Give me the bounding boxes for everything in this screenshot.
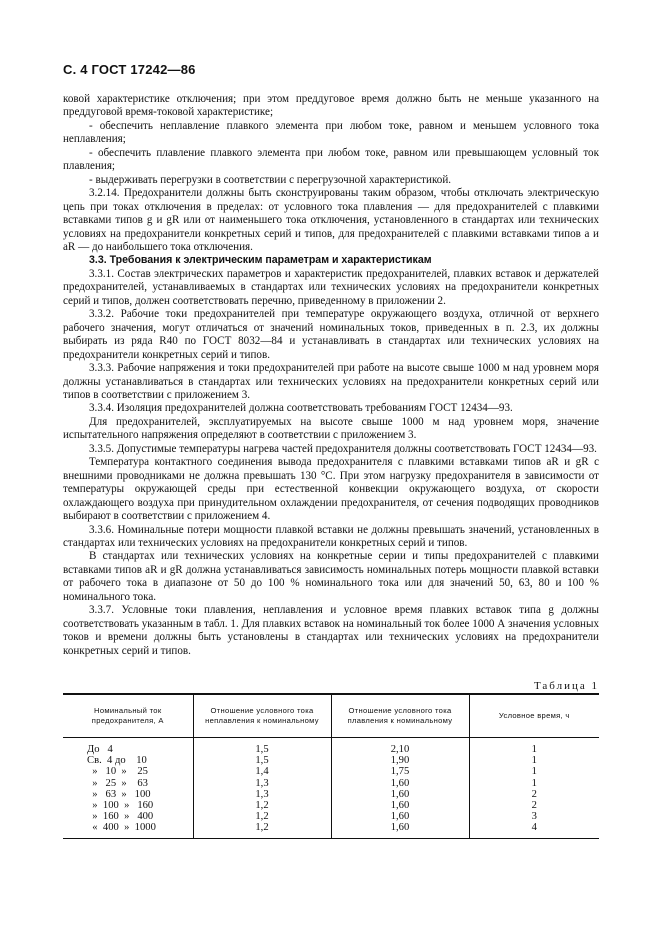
cell-time: 2 [469, 789, 599, 800]
paragraph: 3.2.14. Предохранители должны быть сконструированы таким образом, чтобы отключать электрическую цепь при токах отключения в пределах: от условного тока плавления — для предохранителей с плавкими вставками типов g и gR или от наименьшего тока отключения, установленного в стандартах или технических условиях на предохранители конкретных серий и типов, для предохранителей с плавкими вставками типов a и aR — до наибольшего тока отключения. [63, 187, 599, 253]
cell-time: 3 [469, 811, 599, 822]
cell-current-range: » 10 » 25 [87, 766, 148, 778]
table-row [63, 738, 599, 756]
cell-time: 2 [469, 800, 599, 811]
page-header: С. 4 ГОСТ 17242—86 [63, 62, 196, 77]
cell-non-fusing-ratio: 1,3 [193, 789, 331, 800]
table-caption: Таблица 1 [533, 680, 599, 692]
cell-fusing-ratio: 1,90 [331, 755, 469, 766]
cell-fusing-ratio: 1,60 [331, 789, 469, 800]
paragraph: - выдерживать перегрузки в соответствии с перегрузочной характеристикой. [89, 173, 452, 186]
cell-non-fusing-ratio: 1,2 [193, 811, 331, 822]
cell-non-fusing-ratio: 1,2 [193, 822, 331, 838]
cell-time: 4 [469, 822, 599, 838]
cell-current-range: » 63 » 100 [87, 788, 151, 800]
cell-current-range: » 100 » 160 [87, 800, 154, 812]
paragraph: 3.3.3. Рабочие напряжения и токи предохранителей при работе на высоте свыше 1000 м над уровнем моря должны устанавливаться в стандартах или технических условиях на предохранители конкретных серий или типов в соответствии с приложением 3. [63, 362, 599, 401]
paragraph: ковой характеристике отключения; при этом преддуговое время должно быть не меньше указанного на преддуговой время-токовой характеристике; [63, 93, 599, 119]
cell-time: 1 [469, 766, 599, 777]
cell-non-fusing-ratio: 1,4 [193, 766, 331, 777]
paragraph: - обеспечить неплавление плавкого элемента при любом токе, равном и меньшем условного тока неплавления; [63, 119, 599, 146]
cell-current-range: » 25 » 63 [87, 777, 148, 789]
table-row [63, 755, 599, 766]
cell-current-range: » 160 » 400 [87, 811, 154, 823]
column-header-rated-current: Номинальный ток предохранителя, А [63, 694, 193, 738]
cell-time: 1 [469, 778, 599, 789]
cell-non-fusing-ratio: 1,5 [193, 738, 331, 756]
cell-fusing-ratio: 1,60 [331, 800, 469, 811]
table-header-row [63, 694, 599, 738]
column-header-non-fusing-ratio: Отношение условного тока неплавления к номинальному [193, 694, 331, 738]
paragraph: Для предохранителей, эксплуатируемых на высоте свыше 1000 м над уровнем моря, значение испытательного напряжения определяют в соответствии с приложением 3. [63, 415, 599, 442]
column-header-fusing-ratio: Отношение условного тока плавления к номинальному [331, 694, 469, 738]
paragraph: 3.3.4. Изоляция предохранителей должна соответствовать требованиям ГОСТ 12434—93. [89, 402, 513, 415]
cell-time: 1 [469, 738, 599, 756]
section-heading: 3.3. Требования к электрическим параметрам и характеристикам [89, 254, 432, 267]
table-row [63, 789, 599, 800]
table-1 [63, 693, 599, 839]
column-header-conventional-time: Условное время, ч [469, 694, 599, 738]
paragraph: Температура контактного соединения вывода предохранителя с плавкими вставками типов aR и gR с внешними проводниками не должна превышать 130 °С. При этом нагрузку предохранителя в зависимости от температуры окружающей среды при естественной конвекции окружающего воздуха, от скорости охлаждающего воздуха при принудительном охлаждении предохранителя, от сечения подводящих проводников выбирают в соответствии с приложением 4. [63, 456, 599, 523]
table-row [63, 811, 599, 822]
paragraph: - обеспечить плавление плавкого элемента при любом токе, равном или превышающем условный ток плавления; [63, 146, 599, 173]
cell-non-fusing-ratio: 1,3 [193, 778, 331, 789]
cell-time: 1 [469, 755, 599, 766]
document-body [63, 93, 599, 658]
cell-current-range: До 4 [87, 744, 113, 755]
paragraph: 3.3.7. Условные токи плавления, неплавления и условное время плавких вставок типа g должны соответствовать указанным в табл. 1. Для плавких вставок на номинальный ток более 1000 А значения условных токов и времени должны быть установлены в стандартах или технических условиях на предохранители конкретных серий и типов. [63, 604, 599, 657]
cell-current-range: « 400 » 1000 [63, 822, 193, 838]
paragraph: 3.3.6. Номинальные потери мощности плавкой вставки не должны превышать значений, установленных в стандартах или технических условиях на предохранители конкретных серий и типов. [63, 523, 599, 549]
paragraph: 3.3.1. Состав электрических параметров и характеристик предохранителей, плавких вставок и держателей предохранителей, устанавливаемых в стандартах или технических условиях на предохранители конкретных серий и типов, должен соответствовать перечню, приведенному в приложении 2. [63, 267, 599, 307]
table-row [63, 766, 599, 777]
paragraph: 3.3.5. Допустимые температуры нагрева частей предохранителя должны соответствовать ГОСТ 12434—93. [89, 442, 597, 455]
cell-fusing-ratio: 1,75 [331, 766, 469, 777]
paragraph: В стандартах или технических условиях на конкретные серии и типы предохранителей с плавкими вставками типов aR и gR должна устанавливаться зависимость номинальных потерь мощности плавкой вставки от рабочего тока в диапазоне от 50 до 100 % номинального тока или для значений 50, 63, 80 и 100 % номинального тока. [63, 550, 599, 603]
cell-fusing-ratio: 2,10 [331, 738, 469, 756]
cell-non-fusing-ratio: 1,2 [193, 800, 331, 811]
cell-non-fusing-ratio: 1,5 [193, 755, 331, 766]
cell-current-range: Св. 4 до 10 [87, 755, 147, 767]
table-row [63, 778, 599, 789]
cell-fusing-ratio: 1,60 [331, 778, 469, 789]
table-row [63, 800, 599, 811]
cell-fusing-ratio: 1,60 [331, 811, 469, 822]
cell-fusing-ratio: 1,60 [331, 822, 469, 838]
table-row [63, 822, 599, 838]
paragraph: 3.3.2. Рабочие токи предохранителей при температуре окружающего воздуха, отличной от верхнего рабочего значения, могут отличаться от значений номинальных токов, приведенных в п. 2.3, их должны выбирать из ряда R40 по ГОСТ 8032—84 и устанавливать в стандартах или технических условиях на предохранители конкретных серий и типов. [63, 308, 599, 361]
